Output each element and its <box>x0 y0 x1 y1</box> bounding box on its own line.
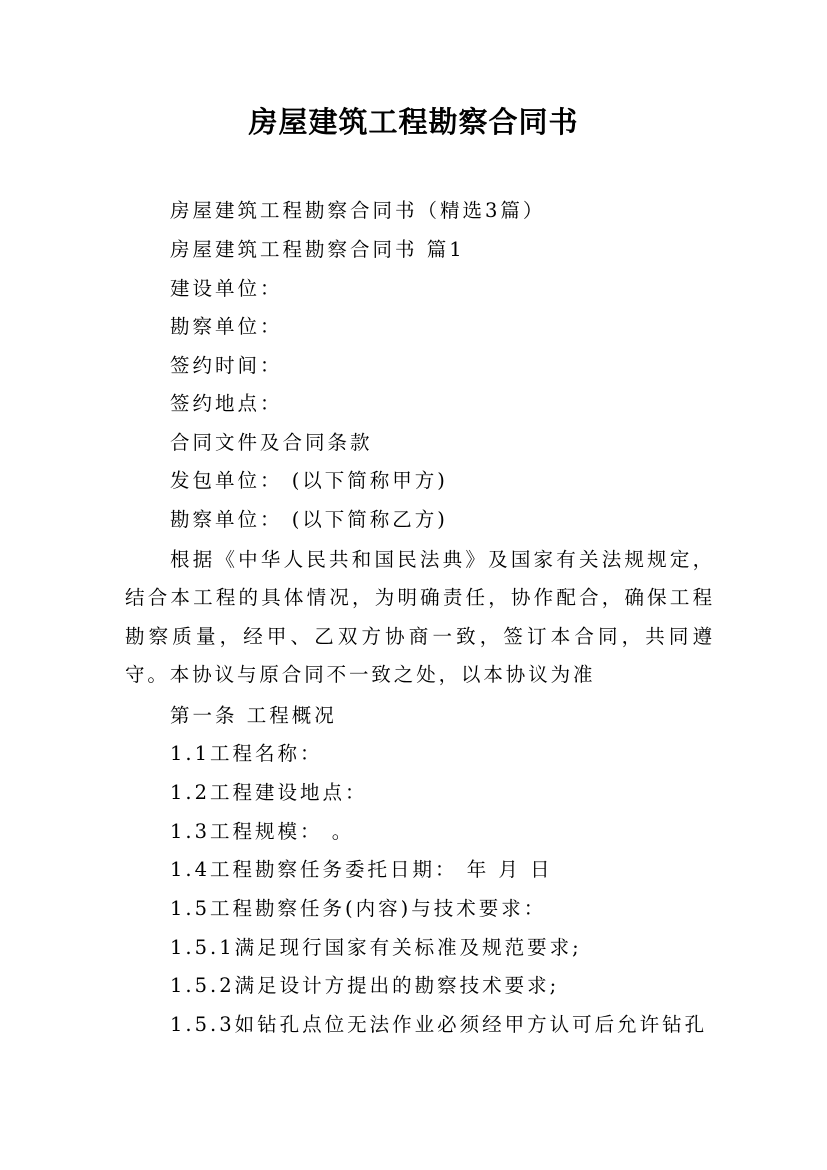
clause-1-2: 1.2工程建设地点： <box>170 781 368 804</box>
signing-place-line: 签约地点： <box>170 392 283 415</box>
clause-1-1: 1.1工程名称： <box>170 742 323 765</box>
clause-1-5-1: 1.5.1满足现行国家有关标准及规范要求; <box>170 936 582 959</box>
section-heading-line: 房屋建筑工程勘察合同书 篇1 <box>170 238 465 261</box>
clause-1-4: 1.4工程勘察任务委托日期： 年 月 日 <box>170 858 553 881</box>
construction-unit-line: 建设单位： <box>170 277 283 300</box>
document-title: 房屋建筑工程勘察合同书 <box>248 105 579 139</box>
clause-1-5: 1.5工程勘察任务(内容)与技术要求： <box>170 897 547 920</box>
article-one-heading: 第一条 工程概况 <box>170 704 337 727</box>
preamble-paragraph: 根据《中华人民共和国民法典》及国家有关法规规定，结合本工程的具体情况，为明确责任，协作配合，确保工程勘察质量，经甲、乙双方协商一致，签订本合同，共同遵守。本协议与原合同不一致之处，以本协议为准 <box>125 548 715 686</box>
contract-documents-line: 合同文件及合同条款 <box>170 431 373 454</box>
party-a-line: 发包单位： (以下简称甲方) <box>170 469 448 492</box>
clause-1-5-2: 1.5.2满足设计方提出的勘察技术要求; <box>170 974 560 997</box>
clause-1-3: 1.3工程规模： 。 <box>170 820 355 843</box>
party-b-line: 勘察单位： (以下简称乙方) <box>170 508 448 531</box>
signing-time-line: 签约时间： <box>170 354 283 377</box>
survey-unit-line: 勘察单位： <box>170 315 283 338</box>
subtitle-line: 房屋建筑工程勘察合同书（精选3篇） <box>170 199 546 222</box>
clause-1-5-3: 1.5.3如钻孔点位无法作业必须经甲方认可后允许钻孔 <box>170 1013 708 1036</box>
